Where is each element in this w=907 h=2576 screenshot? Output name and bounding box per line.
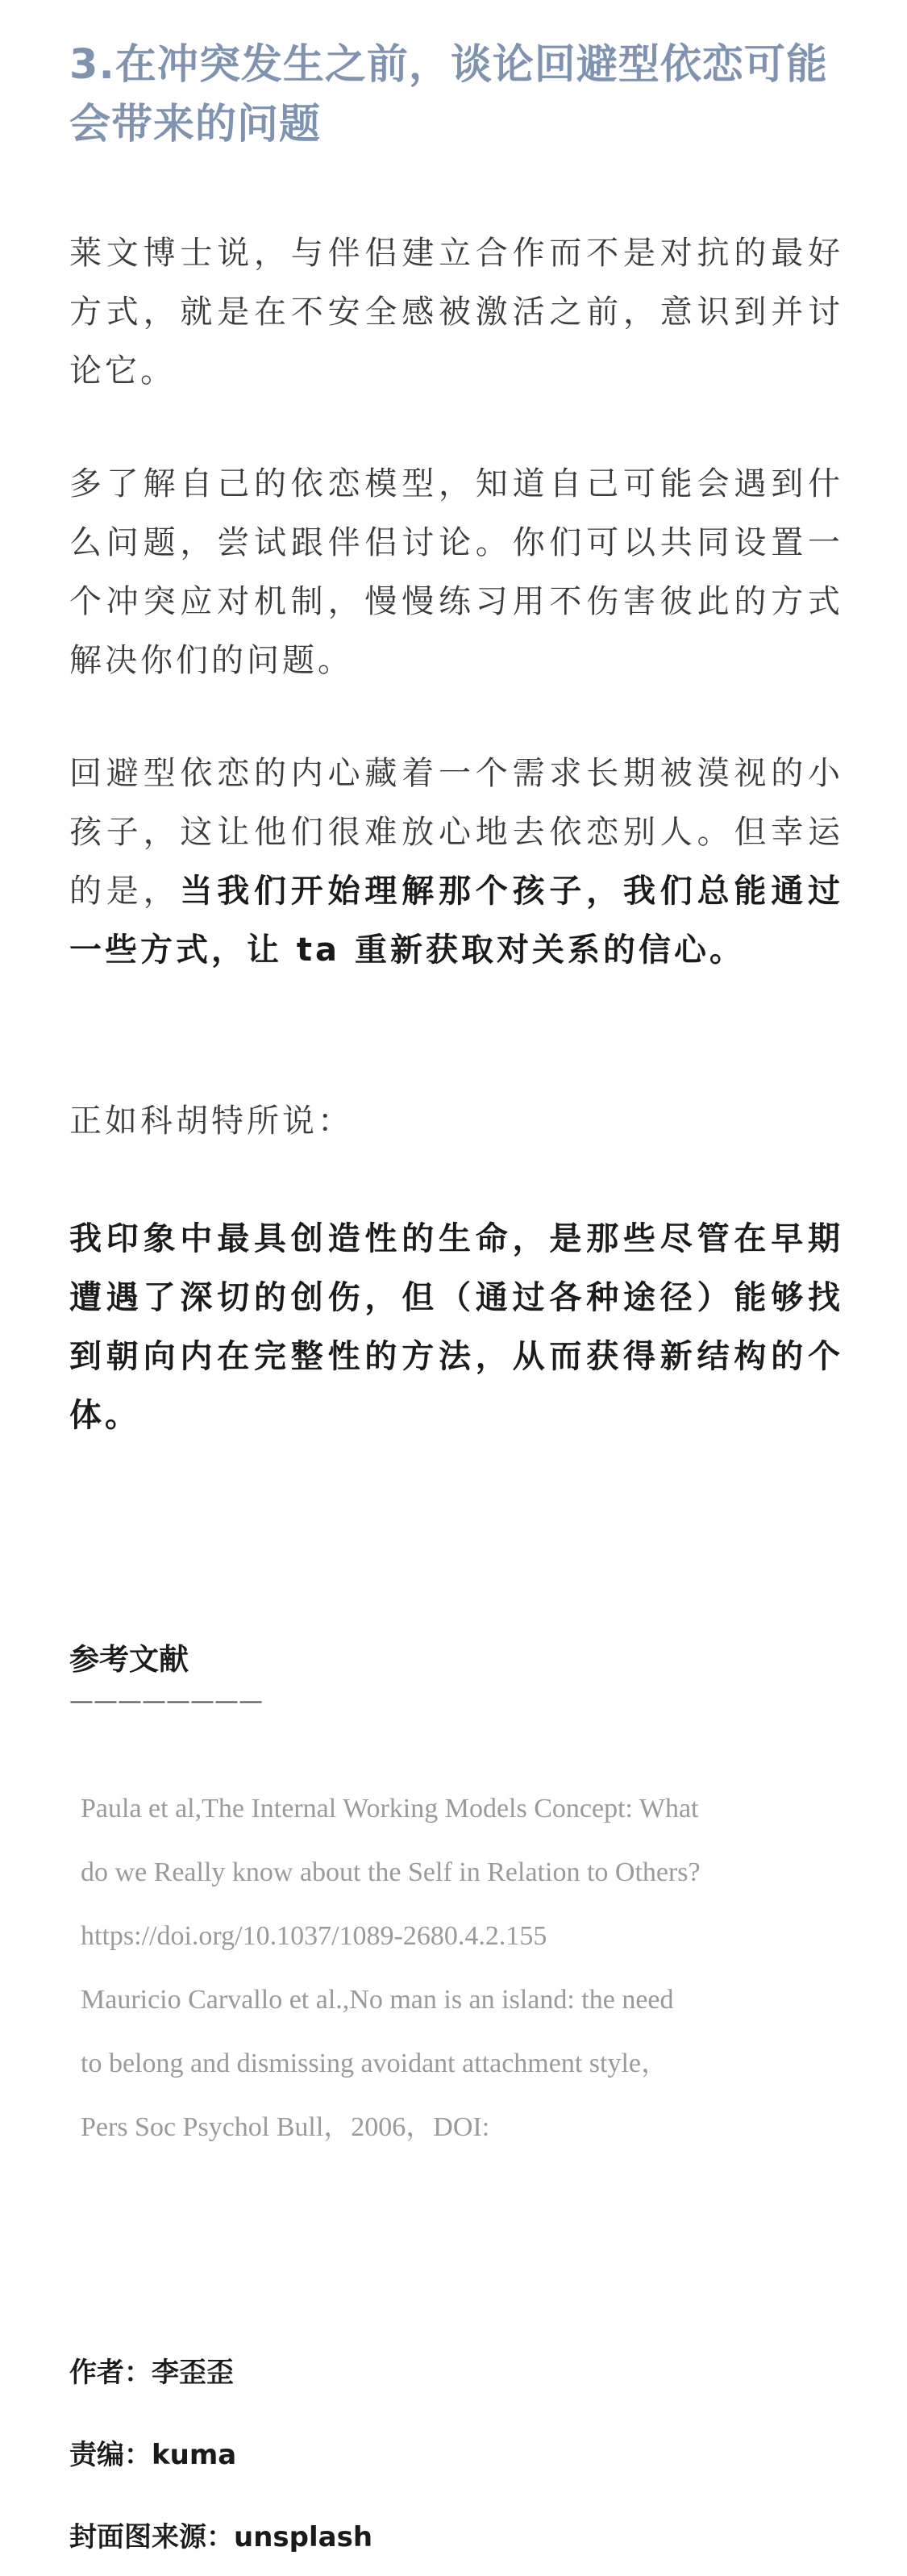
references-list — [81, 1777, 847, 2159]
paragraph-4: 正如科胡特所说： — [69, 1103, 353, 1140]
paragraph-3-normal-text: 回避型依恋的内心藏着一个需求长期被漠视的小孩子，这让他们很难放心地去依恋别人。但幸运的是， — [69, 755, 843, 910]
kohut-quote: 我印象中最具创造性的生命，是那些尽管在早期遭遇了深切的创伤，但（通过各种途径）能够找到朝向内在完整性的方法，从而获得新结构的个体。 — [69, 1220, 843, 1434]
paragraph-1: 莱文博士说，与伴侣建立合作而不是对抗的最好方式，就是在不安全感被激活之前，意识到并讨论它。 — [69, 235, 843, 390]
cover-credit: 封面图来源：unsplash — [69, 2521, 373, 2553]
references-title: 参考文献 — [69, 1642, 189, 1677]
reference-line: Mauricio Carvallo et al.,No man is an island: the need — [81, 1985, 674, 2015]
paragraph-2: 多了解自己的依恋模型，知道自己可能会遇到什么问题，尝试跟伴侣讨论。你们可以共同设置一个冲突应对机制，慢慢练习用不伤害彼此的方式解决你们的问题。 — [69, 465, 843, 679]
references-divider: ———————— — [69, 1687, 263, 1715]
reference-line: Pers Soc Psychol Bull，2006，DOI: — [81, 2112, 490, 2142]
reference-line: to belong and dismissing avoidant attachment style， — [81, 2049, 668, 2078]
editor-credit: 责编：kuma — [69, 2439, 237, 2471]
reference-line: https://doi.org/10.1037/1089-2680.4.2.155 — [81, 1921, 547, 1951]
reference-line: Paula et al,The Internal Working Models Concept: What — [81, 1794, 699, 1824]
author-credit: 作者：李歪歪 — [69, 2357, 234, 2389]
reference-line: do we Really know about the Self in Relation to Others? — [81, 1857, 701, 1887]
section-heading: 3.在冲突发生之前，谈论回避型依恋可能会带来的问题 — [69, 41, 828, 148]
paragraph-3-bold-text: 当我们开始理解那个孩子，我们总能通过一些方式，让 ta 重新获取对关系的信心。 — [69, 873, 844, 969]
paragraph-3 — [69, 744, 843, 980]
